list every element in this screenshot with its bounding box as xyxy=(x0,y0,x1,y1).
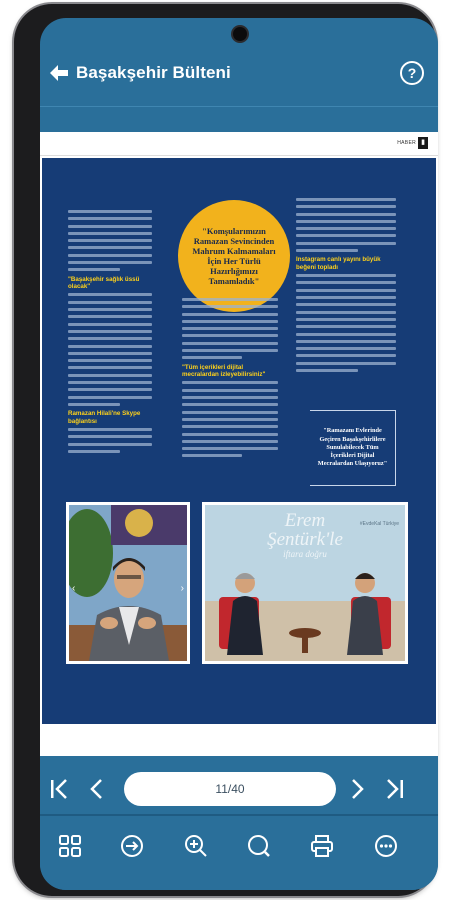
article-heading: Instagram canlı yayını büyük beğeni topladı xyxy=(296,256,381,271)
magazine-viewer[interactable] xyxy=(40,132,438,756)
grid-icon xyxy=(58,834,82,858)
skip-first-icon xyxy=(47,777,71,801)
body-text-lines xyxy=(68,210,152,271)
article-heading: "Tüm içerikleri dijital mecralardan izleyebilirsiniz" xyxy=(182,363,266,379)
thumbnails-button[interactable] xyxy=(54,830,86,862)
toolbar-divider xyxy=(40,814,438,816)
last-page-button[interactable] xyxy=(378,772,412,806)
body-text-lines xyxy=(68,293,152,405)
pull-quote-text: "Komşularımızın Ramazan Sevincinden Mahrum Kalmamaları İçin Her Türlü Hazırlığımızı Tamamladık" xyxy=(192,226,276,286)
prev-page-button[interactable] xyxy=(80,772,114,806)
body-text-lines xyxy=(296,274,396,372)
pull-quote-box xyxy=(310,410,396,486)
bottom-controls xyxy=(40,756,438,890)
zoom-in-button[interactable] xyxy=(180,830,212,862)
body-text-lines xyxy=(296,198,396,252)
front-camera xyxy=(233,27,247,41)
next-page-button[interactable] xyxy=(340,772,374,806)
section-mark: ▮ xyxy=(418,137,428,149)
hashtag-caption: #EvdeKal Türkiye xyxy=(359,521,399,527)
page-indicator-label: 11/40 xyxy=(215,782,245,796)
person-speaking-image xyxy=(69,505,187,661)
show-title-line3: iftara doğru xyxy=(283,549,327,559)
show-title xyxy=(205,511,405,560)
page-navigation xyxy=(40,764,438,814)
more-button[interactable] xyxy=(370,830,402,862)
app-title: Başakşehir Bülteni xyxy=(76,63,231,82)
goto-page-button[interactable] xyxy=(116,830,148,862)
help-button[interactable] xyxy=(400,61,424,85)
app-bar xyxy=(40,44,438,102)
page-indicator[interactable] xyxy=(124,772,336,806)
arrow-left-icon xyxy=(48,63,70,83)
search-button[interactable] xyxy=(243,830,275,862)
print-icon xyxy=(310,834,334,858)
show-title-line2: Şentürk'le xyxy=(267,529,343,550)
app-screen xyxy=(40,18,438,890)
pull-quote-box-text: "Ramazanı Evlerinde Geçiren Başakşehirlilere Sunulabilecek Tüm İçerikleri Dijital Mecralardan Ulaşıyoruz" xyxy=(317,427,388,468)
zoom-in-icon xyxy=(184,834,208,858)
search-icon xyxy=(247,834,271,858)
photo-prev-icon: ‹ xyxy=(72,583,76,594)
goto-icon xyxy=(120,834,144,858)
section-label: HABER xyxy=(397,140,416,146)
article-heading: "Başakşehir sağlık üssü olacak" xyxy=(68,275,140,291)
article-photo-2[interactable] xyxy=(202,502,408,664)
chevron-left-icon xyxy=(85,777,109,801)
more-icon xyxy=(374,834,398,858)
show-title-line1: Erem xyxy=(284,510,326,531)
question-circle-icon: ? xyxy=(407,65,417,81)
body-text-lines xyxy=(182,381,278,457)
pull-quote-circle xyxy=(178,200,290,312)
photo-next-icon: › xyxy=(180,583,184,594)
article-photo-1[interactable] xyxy=(66,502,190,664)
print-button[interactable] xyxy=(306,830,338,862)
article-column-2 xyxy=(182,298,278,462)
magazine-page[interactable] xyxy=(42,158,436,724)
appbar-divider xyxy=(40,106,438,107)
article-column-1 xyxy=(68,210,152,457)
back-button[interactable] xyxy=(46,60,72,86)
skip-last-icon xyxy=(383,777,407,801)
body-text-lines xyxy=(68,428,152,453)
article-column-3 xyxy=(296,198,396,376)
phone-frame xyxy=(14,4,436,896)
article-heading: Ramazan Hilali'ne Skype bağlantısı xyxy=(68,410,141,425)
bottom-toolbar xyxy=(40,826,438,866)
magazine-page-header xyxy=(40,132,438,156)
body-text-lines xyxy=(182,298,278,359)
chevron-right-icon xyxy=(345,777,369,801)
first-page-button[interactable] xyxy=(42,772,76,806)
